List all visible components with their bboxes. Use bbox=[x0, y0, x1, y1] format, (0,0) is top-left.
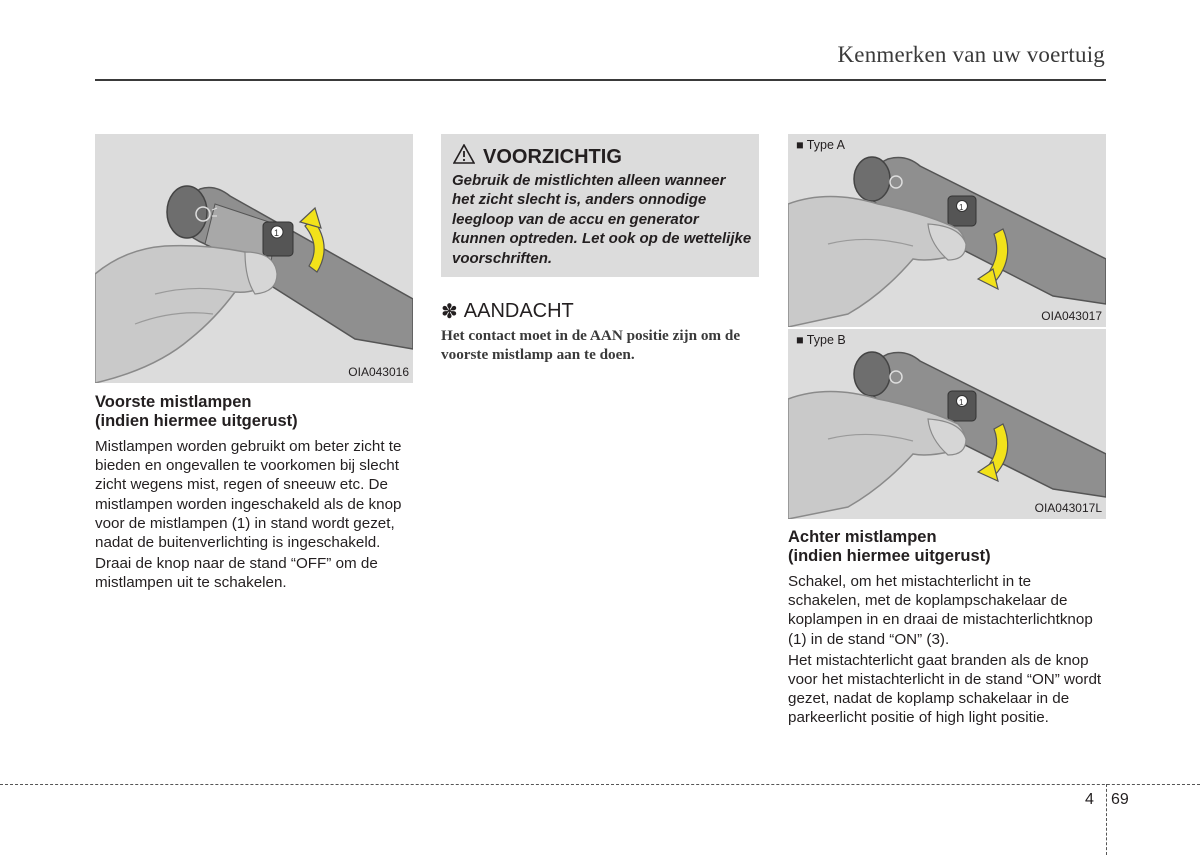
figure-code: OIA043017L bbox=[1034, 501, 1102, 515]
body-paragraph: Mistlampen worden gebruikt om beter zicht te bieden en ongevallen te voorkomen bij slecht zicht wegens mist, regen of sneeuw etc. De mistlampen worden ingeschakeld als de knop voor de mistlampen (1) in stand wordt gezet, nadat de buitenverlichting is ingeschakeld. bbox=[95, 438, 402, 552]
stalk-hand-illustration bbox=[788, 134, 1106, 327]
stalk-hand-illustration bbox=[95, 134, 413, 383]
rear-fog-section-title bbox=[788, 528, 1108, 566]
note-star-icon: ✽ bbox=[441, 301, 458, 323]
section-title-line: (indien hiermee uitgerust) bbox=[788, 547, 991, 565]
caution-box bbox=[441, 134, 759, 277]
section-title-line: Voorste mistlampen bbox=[95, 393, 252, 411]
warning-triangle-icon bbox=[453, 144, 475, 170]
front-fog-section-title bbox=[95, 393, 415, 431]
front-fog-switch-figure bbox=[95, 134, 413, 383]
figure-type-label: ■ Type B bbox=[796, 333, 846, 347]
running-header-title: Kenmerken van uw voertuig bbox=[837, 42, 1105, 67]
footer-dashed-rule bbox=[0, 784, 1200, 785]
caution-heading-text: VOORZICHTIG bbox=[483, 145, 622, 168]
figure-type-label: ■ Type A bbox=[796, 138, 846, 152]
figure-code: OIA043016 bbox=[348, 365, 409, 379]
section-title-line: Achter mistlampen bbox=[788, 528, 937, 546]
type-b-figure bbox=[788, 329, 1106, 519]
body-paragraph: Draai de knop naar de stand “OFF” om de mistlampen uit te schakelen. bbox=[95, 555, 378, 592]
header-rule bbox=[95, 79, 1106, 81]
body-paragraph: Het mistachterlicht gaat branden als de knop voor het mistachterlicht in de stand “ON” wordt gezet, nadat de koplamp schakelaar in de parkeerlicht positie of high light positie. bbox=[788, 651, 1102, 727]
svg-text:1: 1 bbox=[274, 228, 280, 238]
note-heading-text: AANDACHT bbox=[463, 300, 574, 322]
type-a-figure bbox=[788, 134, 1106, 327]
front-fog-body bbox=[95, 437, 413, 595]
note-heading bbox=[441, 299, 574, 324]
chapter-number: 4 bbox=[1085, 791, 1094, 808]
figure-code: OIA043017 bbox=[1041, 309, 1102, 323]
caution-heading bbox=[453, 144, 622, 170]
svg-text:1: 1 bbox=[959, 398, 964, 407]
rear-fog-body bbox=[788, 572, 1106, 730]
footer-vertical-dashed-rule bbox=[1106, 784, 1107, 855]
caution-text: Gebruik de mistlichten alleen wanneer het zicht slecht is, anders onnodige leegloop van de accu en generator kunnen optreden. Let ook op de wettelijke voorschriften. bbox=[452, 172, 752, 267]
note-text: Het contact moet in de AAN positie zijn om de voorste mistlamp aan te doen. bbox=[441, 327, 741, 363]
body-paragraph: Schakel, om het mistachterlicht in te schakelen, met de koplampschakelaar de koplampen in en draai de mistachterlichtknop (1) in de stand “ON” (3). bbox=[788, 573, 1093, 648]
svg-text:1: 1 bbox=[959, 203, 964, 212]
stalk-hand-illustration bbox=[788, 329, 1106, 519]
section-title-line: (indien hiermee uitgerust) bbox=[95, 412, 298, 430]
page-number: 69 bbox=[1111, 791, 1129, 808]
